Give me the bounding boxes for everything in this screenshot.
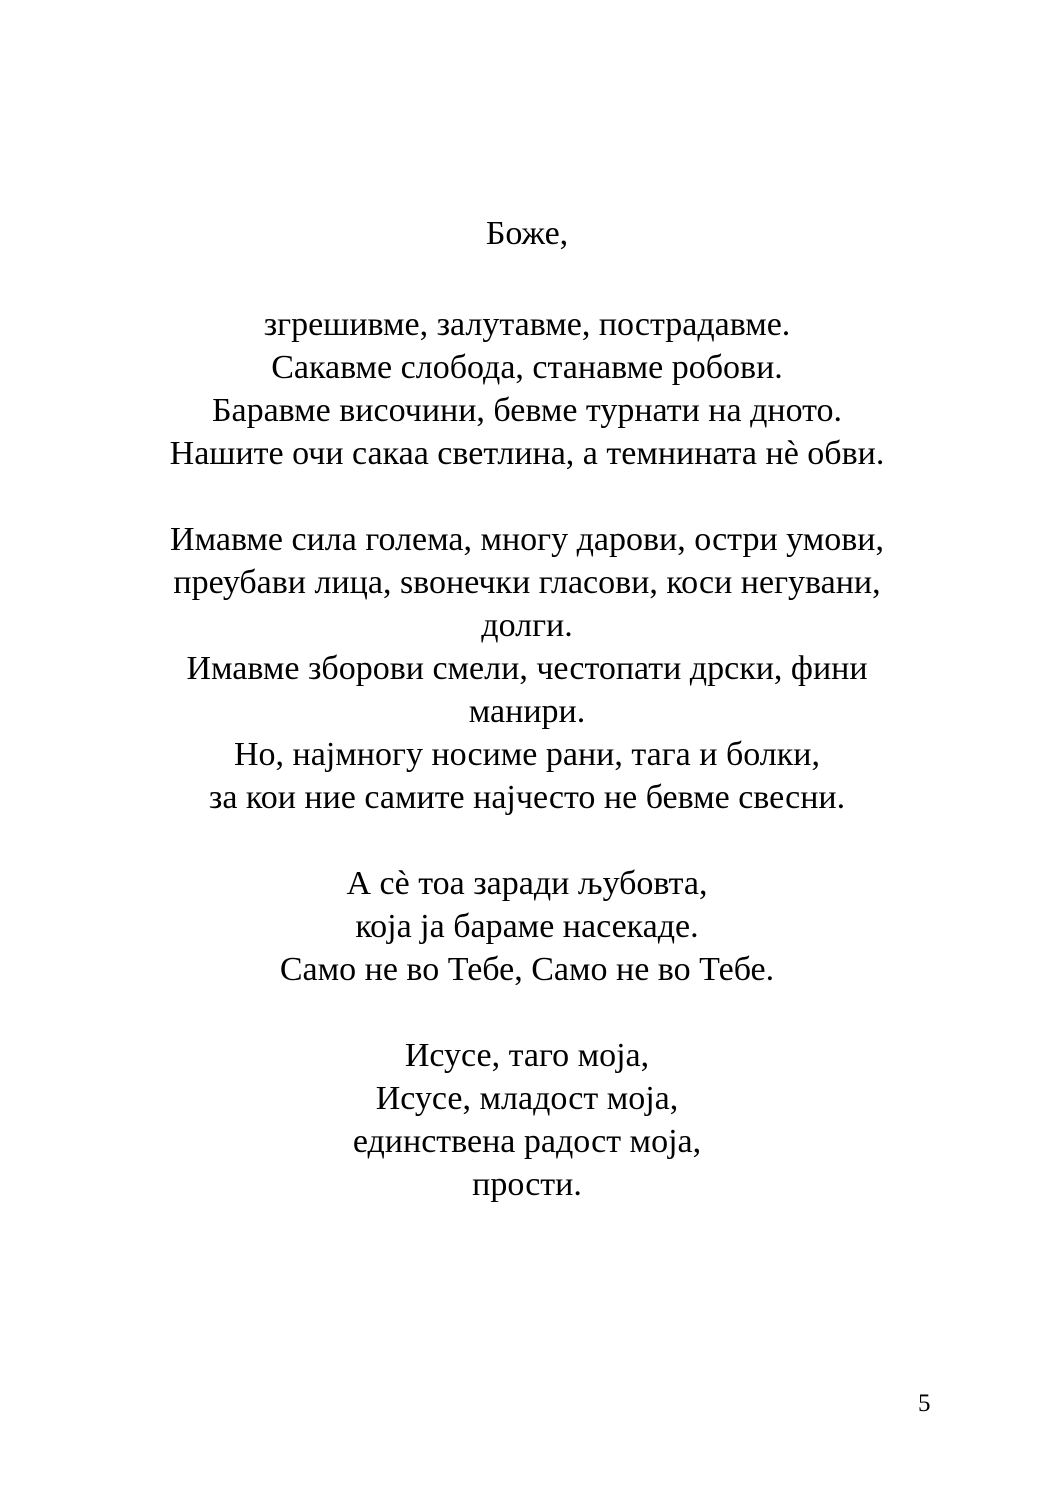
poem-line: долги. xyxy=(481,607,573,644)
poem-line: единствена радост моја, xyxy=(352,1123,702,1160)
stanza-2 xyxy=(0,518,1054,819)
poem-line: Нашите очи сакаа светлина, а темнината нè обви. xyxy=(169,435,885,472)
poem-line: Баравме височини, бевме турнати на дното. xyxy=(211,392,843,429)
title-line: Боже, xyxy=(485,215,569,252)
poem-line: Исусе, таго моја, xyxy=(404,1037,650,1074)
stanza-1 xyxy=(0,303,1054,475)
poem-line: А сè тоа заради љубовта, xyxy=(346,865,708,902)
stanza-4 xyxy=(0,1034,1054,1206)
poem-line: Но, најмногу носиме рани, тага и болки, xyxy=(234,736,820,773)
poem-line: Исусе, младост моја, xyxy=(375,1080,679,1117)
poem-line: Само не во Тебе, Само не во Тебе. xyxy=(279,951,775,988)
poem-line: за кои ние самите најчесто не бевме свесни. xyxy=(208,779,846,816)
poem-line: Сакавме слобода, станавме робови. xyxy=(271,349,783,386)
poem-line: Имавме зборови смели, честопати дрски, фини xyxy=(186,650,868,687)
poem-title xyxy=(0,212,1054,255)
poem-line: која ја бараме насекаде. xyxy=(355,908,699,945)
poem-line: Имавме сила голема, многу дарови, остри умови, xyxy=(170,521,884,558)
poem-line: преубави лица, ѕвонечки гласови, коси негувани, xyxy=(173,564,881,601)
poem-line: прости. xyxy=(472,1166,582,1203)
poem-line: манири. xyxy=(468,693,586,730)
stanza-3 xyxy=(0,862,1054,991)
page-number: 5 xyxy=(918,1390,931,1417)
poem-line: згрешивме, залутавме, пострадавме. xyxy=(263,306,791,343)
